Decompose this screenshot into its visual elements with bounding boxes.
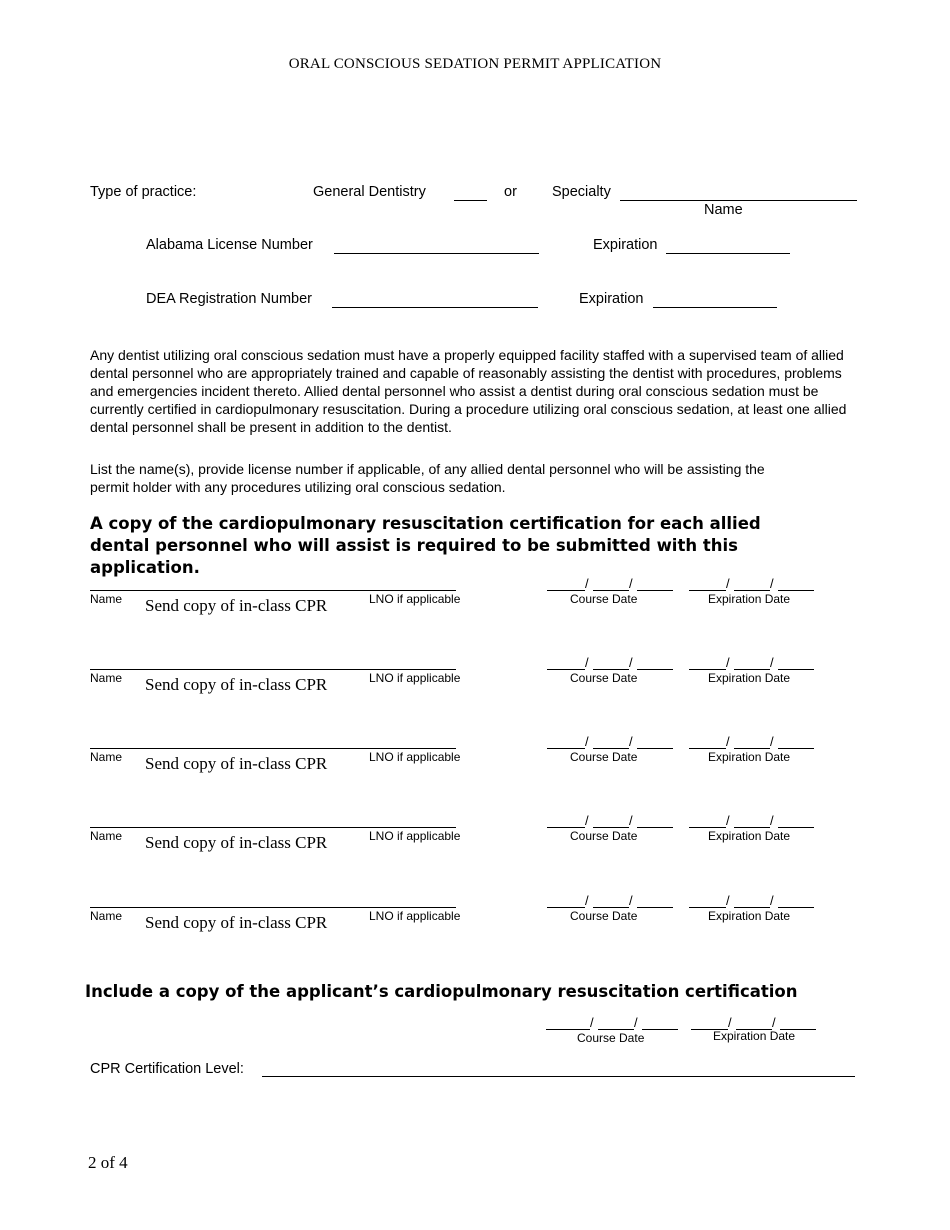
specialty-label: Specialty [552, 184, 611, 200]
cpr-copy-note: Send copy of in-class CPR [145, 754, 328, 773]
course-date-label: Course Date [570, 750, 638, 764]
expiration-date-label: Expiration Date [708, 829, 791, 843]
lno-label: LNO if applicable [369, 750, 461, 764]
applicant-expiration-date-date-separator: / [772, 1015, 776, 1030]
personnel-course-date-month-field[interactable] [547, 827, 585, 828]
applicant-expiration-date-date-separator: / [728, 1015, 732, 1030]
personnel-course-date-month-field[interactable] [547, 669, 585, 670]
personnel-course-date-day-field[interactable] [593, 590, 629, 591]
personnel-expiration-date-day-field[interactable] [734, 748, 770, 749]
personnel-expiration-date-date-separator: / [770, 576, 774, 591]
personnel-expiration-date-year-field[interactable] [778, 669, 814, 670]
personnel-expiration-date-date-separator: / [726, 734, 730, 749]
dea-number-field[interactable] [332, 307, 538, 308]
personnel-expiration-date-date-separator: / [770, 734, 774, 749]
personnel-name-field[interactable] [90, 590, 456, 591]
cpr-copy-note: Send copy of in-class CPR [145, 913, 328, 932]
expiration-date-label: Expiration Date [708, 592, 791, 606]
expiration-date-label: Expiration Date [708, 671, 791, 685]
personnel-expiration-date-month-field[interactable] [689, 827, 726, 828]
personnel-course-date-year-field[interactable] [637, 748, 673, 749]
cpr-copy-note: Send copy of in-class CPR [145, 833, 328, 852]
personnel-expiration-date-month-field[interactable] [689, 748, 726, 749]
expiration-date-label: Expiration Date [708, 909, 791, 923]
cpr-level-label: CPR Certification Level: [90, 1061, 244, 1077]
personnel-course-date-date-separator: / [585, 655, 589, 670]
personnel-name-label: Name [90, 829, 123, 843]
expiration-date-label: Expiration Date [708, 750, 791, 764]
course-date-label: Course Date [570, 592, 638, 606]
personnel-course-date-date-separator: / [585, 893, 589, 908]
course-date-label: Course Date [570, 909, 638, 923]
personnel-course-date-day-field[interactable] [593, 827, 629, 828]
personnel-expiration-date-year-field[interactable] [778, 907, 814, 908]
personnel-name-label: Name [90, 909, 123, 923]
personnel-course-date-day-field[interactable] [593, 669, 629, 670]
or-label: or [504, 184, 517, 200]
general-dentistry-label: General Dentistry [313, 184, 426, 200]
personnel-course-date-date-separator: / [629, 893, 633, 908]
personnel-expiration-date-date-separator: / [726, 655, 730, 670]
personnel-course-date-day-field[interactable] [593, 907, 629, 908]
cpr-copy-notice: A copy of the cardiopulmonary resuscitation certification for each allied dental personnel who will assist is required to be submitted with this application. [90, 514, 761, 577]
applicant-course-date-day-field[interactable] [598, 1029, 634, 1030]
page-title: ORAL CONSCIOUS SEDATION PERMIT APPLICATION [288, 56, 662, 72]
applicant-course-date-month-field[interactable] [546, 1029, 590, 1030]
facility-requirements-paragraph: Any dentist utilizing oral conscious sedation must have a properly equipped facility staffed with a supervised team of allied dental personnel who are appropriately trained and capable of reasonably assisting the dentist with procedures, problems and emergencies incident thereto. Allied dental personnel who assist a dentist during oral conscious sedation must be currently certified in cardiopulmonary resuscitation. During a procedure utilizing oral conscious sedation, at least one allied dental personnel shall be present in addition to the dentist. [90, 347, 847, 435]
specialty-name-field[interactable] [620, 200, 857, 201]
personnel-expiration-date-month-field[interactable] [689, 907, 726, 908]
applicant-course-date-year-field[interactable] [642, 1029, 678, 1030]
personnel-course-date-date-separator: / [629, 734, 633, 749]
personnel-course-date-date-separator: / [585, 813, 589, 828]
applicant-course-date-date-separator: / [634, 1015, 638, 1030]
applicant-course-date-date-separator: / [590, 1015, 594, 1030]
personnel-course-date-day-field[interactable] [593, 748, 629, 749]
personnel-expiration-date-date-separator: / [770, 655, 774, 670]
personnel-course-date-date-separator: / [629, 813, 633, 828]
personnel-course-date-date-separator: / [585, 576, 589, 591]
course-date-label: Course Date [570, 671, 638, 685]
cpr-level-field[interactable] [262, 1076, 855, 1077]
specialty-name-caption: Name [704, 202, 743, 218]
applicant-course-date-label: Course Date [577, 1031, 645, 1045]
applicant-cpr-heading: Include a copy of the applicant’s cardiopulmonary resuscitation certification [85, 982, 798, 1001]
personnel-expiration-date-day-field[interactable] [734, 669, 770, 670]
license-number-field[interactable] [334, 253, 539, 254]
personnel-expiration-date-date-separator: / [770, 813, 774, 828]
cpr-copy-note: Send copy of in-class CPR [145, 675, 328, 694]
personnel-expiration-date-day-field[interactable] [734, 827, 770, 828]
personnel-expiration-date-date-separator: / [770, 893, 774, 908]
personnel-expiration-date-day-field[interactable] [734, 907, 770, 908]
personnel-list-instructions: List the name(s), provide license number if applicable, of any allied dental personnel who will be assisting the permit holder with any procedures utilizing oral conscious sedation. [90, 461, 765, 495]
personnel-expiration-date-month-field[interactable] [689, 669, 726, 670]
personnel-expiration-date-month-field[interactable] [689, 590, 726, 591]
practice-type-label: Type of practice: [90, 184, 197, 200]
personnel-name-label: Name [90, 750, 123, 764]
personnel-expiration-date-date-separator: / [726, 813, 730, 828]
personnel-course-date-month-field[interactable] [547, 907, 585, 908]
personnel-name-field[interactable] [90, 827, 456, 828]
license-expiration-field[interactable] [666, 253, 790, 254]
personnel-course-date-date-separator: / [585, 734, 589, 749]
personnel-course-date-month-field[interactable] [547, 748, 585, 749]
dea-number-label: DEA Registration Number [146, 291, 313, 307]
applicant-expiration-date-label: Expiration Date [713, 1029, 796, 1043]
personnel-course-date-date-separator: / [629, 576, 633, 591]
personnel-course-date-year-field[interactable] [637, 590, 673, 591]
personnel-name-field[interactable] [90, 907, 456, 908]
personnel-course-date-date-separator: / [629, 655, 633, 670]
personnel-course-date-year-field[interactable] [637, 907, 673, 908]
personnel-expiration-date-date-separator: / [726, 893, 730, 908]
personnel-name-field[interactable] [90, 669, 456, 670]
personnel-course-date-year-field[interactable] [637, 827, 673, 828]
personnel-course-date-year-field[interactable] [637, 669, 673, 670]
lno-label: LNO if applicable [369, 671, 461, 685]
personnel-name-field[interactable] [90, 748, 456, 749]
general-dentistry-field[interactable] [454, 200, 487, 201]
lno-label: LNO if applicable [369, 909, 461, 923]
personnel-course-date-month-field[interactable] [547, 590, 585, 591]
personnel-name-label: Name [90, 592, 123, 606]
lno-label: LNO if applicable [369, 592, 461, 606]
lno-label: LNO if applicable [369, 829, 461, 843]
course-date-label: Course Date [570, 829, 638, 843]
personnel-expiration-date-year-field[interactable] [778, 827, 814, 828]
license-expiration-label: Expiration [593, 237, 658, 253]
personnel-expiration-date-day-field[interactable] [734, 590, 770, 591]
license-number-label: Alabama License Number [146, 237, 313, 253]
personnel-name-label: Name [90, 671, 123, 685]
personnel-expiration-date-year-field[interactable] [778, 590, 814, 591]
dea-expiration-label: Expiration [579, 291, 644, 307]
dea-expiration-field[interactable] [653, 307, 777, 308]
cpr-copy-note: Send copy of in-class CPR [145, 596, 328, 615]
page-number: 2 of 4 [88, 1153, 128, 1172]
personnel-expiration-date-year-field[interactable] [778, 748, 814, 749]
personnel-expiration-date-date-separator: / [726, 576, 730, 591]
